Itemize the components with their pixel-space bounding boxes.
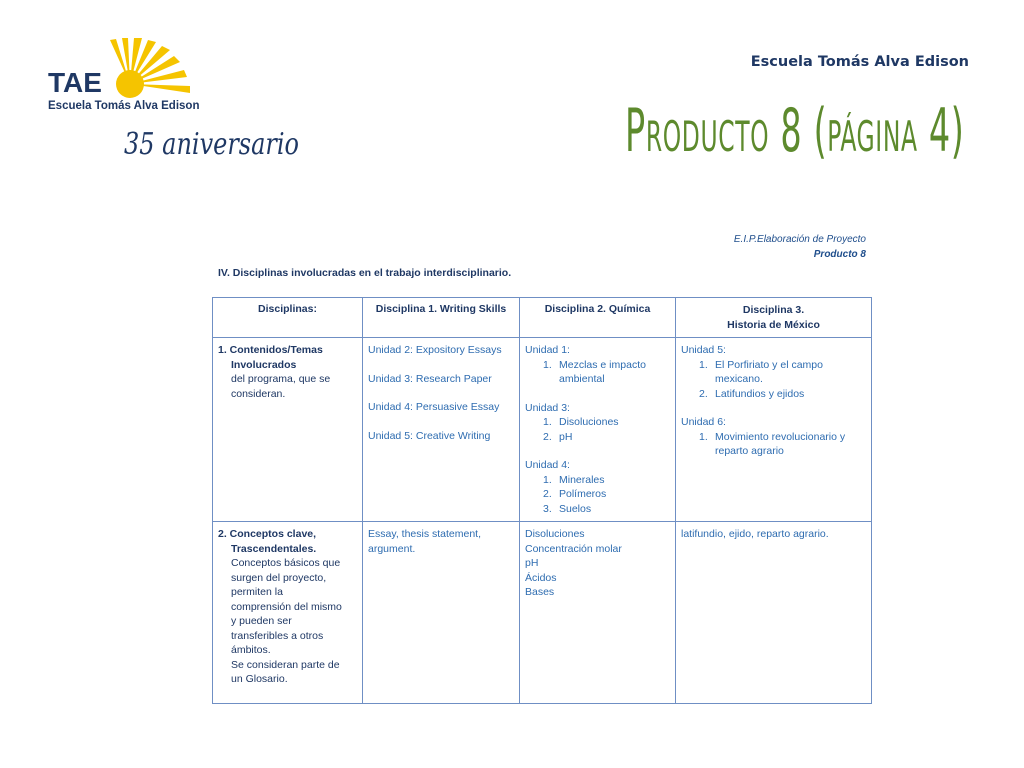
list-item: 3. Suelos bbox=[543, 502, 592, 515]
row2-desc: ámbitos. bbox=[231, 644, 271, 656]
row1-desc2: consideran. bbox=[231, 387, 286, 400]
header-historia-line2: Historia de México bbox=[727, 318, 820, 331]
unit-heading: Unidad 3: bbox=[525, 401, 570, 414]
header-writing: Disciplina 1. Writing Skills bbox=[363, 298, 520, 338]
header-historia-line1: Disciplina 3. bbox=[742, 304, 805, 316]
row2-desc: y pueden ser bbox=[231, 615, 292, 627]
list-item: Unidad 3: Research Paper bbox=[368, 372, 492, 385]
row2-desc: un Glosario. bbox=[231, 673, 288, 685]
school-logo bbox=[44, 36, 314, 166]
unit-heading: Unidad 5: bbox=[681, 344, 726, 356]
sun-logo-icon bbox=[44, 36, 314, 166]
list-item: Unidad 4: Persuasive Essay bbox=[368, 401, 500, 413]
doc-eip-label: E.I.P.Elaboración de Proyecto bbox=[733, 234, 866, 245]
section-title: IV. Disciplinas involucradas en el trabajo interdisciplinario. bbox=[218, 267, 512, 279]
table-row bbox=[213, 338, 872, 522]
list-item: Unidad 5: Creative Writing bbox=[368, 429, 491, 442]
logo-anniversary: 35 aniversario bbox=[124, 127, 299, 162]
table-header-row bbox=[213, 298, 872, 338]
page-title: Producto 8 (página 4) bbox=[624, 96, 964, 166]
list-item: Unidad 2: Expository Essays bbox=[368, 344, 502, 356]
list-item: 1. Movimiento revolucionario y reparto agrario bbox=[699, 430, 846, 457]
list-item: 1. Minerales bbox=[543, 473, 605, 486]
row2-desc: Se consideran parte de bbox=[231, 658, 340, 671]
row1-historia-cell bbox=[676, 338, 872, 522]
list-item: Bases bbox=[525, 586, 555, 598]
list-item: 2. Latifundios y ejidos bbox=[699, 387, 805, 400]
row2-historia-cell bbox=[676, 522, 872, 704]
row1-title2: Involucrados bbox=[231, 358, 297, 371]
unit-heading: Unidad 4: bbox=[525, 459, 570, 471]
list-item: 1. El Porfiriato y el campo mexicano. bbox=[699, 358, 823, 385]
header-disciplinas: Disciplinas: bbox=[213, 298, 363, 338]
unit-heading: Unidad 1: bbox=[525, 344, 570, 356]
list-item: 1. Mezclas e impacto ambiental bbox=[543, 358, 646, 385]
header-quimica: Disciplina 2. Química bbox=[520, 298, 676, 338]
list-item: latifundio, ejido, reparto agrario. bbox=[681, 528, 829, 540]
list-item: pH bbox=[525, 557, 539, 569]
row2-desc: comprensión del mismo bbox=[231, 600, 342, 613]
row2-title: 2. Conceptos clave, bbox=[218, 528, 317, 540]
table-row bbox=[213, 522, 872, 704]
row2-label-cell bbox=[213, 522, 363, 704]
list-item: 2. Polímeros bbox=[543, 488, 607, 500]
school-name: Escuela Tomás Alva Edison bbox=[750, 54, 969, 70]
list-item: argument. bbox=[368, 542, 416, 555]
row2-desc: transferibles a otros bbox=[231, 629, 324, 642]
header-historia bbox=[676, 298, 872, 338]
row1-writing-cell bbox=[363, 338, 520, 522]
row2-desc: permiten la bbox=[231, 586, 283, 598]
row1-desc1: del programa, que se bbox=[231, 373, 331, 385]
row2-desc: surgen del proyecto, bbox=[231, 571, 327, 584]
list-item: 2. pH bbox=[543, 430, 573, 443]
row2-writing-cell bbox=[363, 522, 520, 704]
row1-title: 1. Contenidos/Temas bbox=[218, 344, 323, 356]
list-item: Ácidos bbox=[525, 571, 557, 584]
row1-label-cell bbox=[213, 338, 363, 522]
doc-product-label: Producto 8 bbox=[813, 249, 866, 260]
unit-heading: Unidad 6: bbox=[681, 416, 726, 428]
row2-title2: Trascendentales. bbox=[231, 542, 317, 555]
logo-text: TAE bbox=[48, 67, 102, 98]
list-item: Essay, thesis statement, bbox=[368, 528, 482, 540]
list-item: Disoluciones bbox=[525, 528, 585, 540]
logo-school: Escuela Tomás Alva Edison bbox=[48, 100, 200, 112]
list-item: 1. Disoluciones bbox=[543, 416, 619, 428]
row2-quimica-cell bbox=[520, 522, 676, 704]
disciplines-table bbox=[212, 297, 872, 704]
row2-desc: Conceptos básicos que bbox=[231, 557, 341, 569]
row1-quimica-cell bbox=[520, 338, 676, 522]
list-item: Concentración molar bbox=[525, 542, 622, 555]
